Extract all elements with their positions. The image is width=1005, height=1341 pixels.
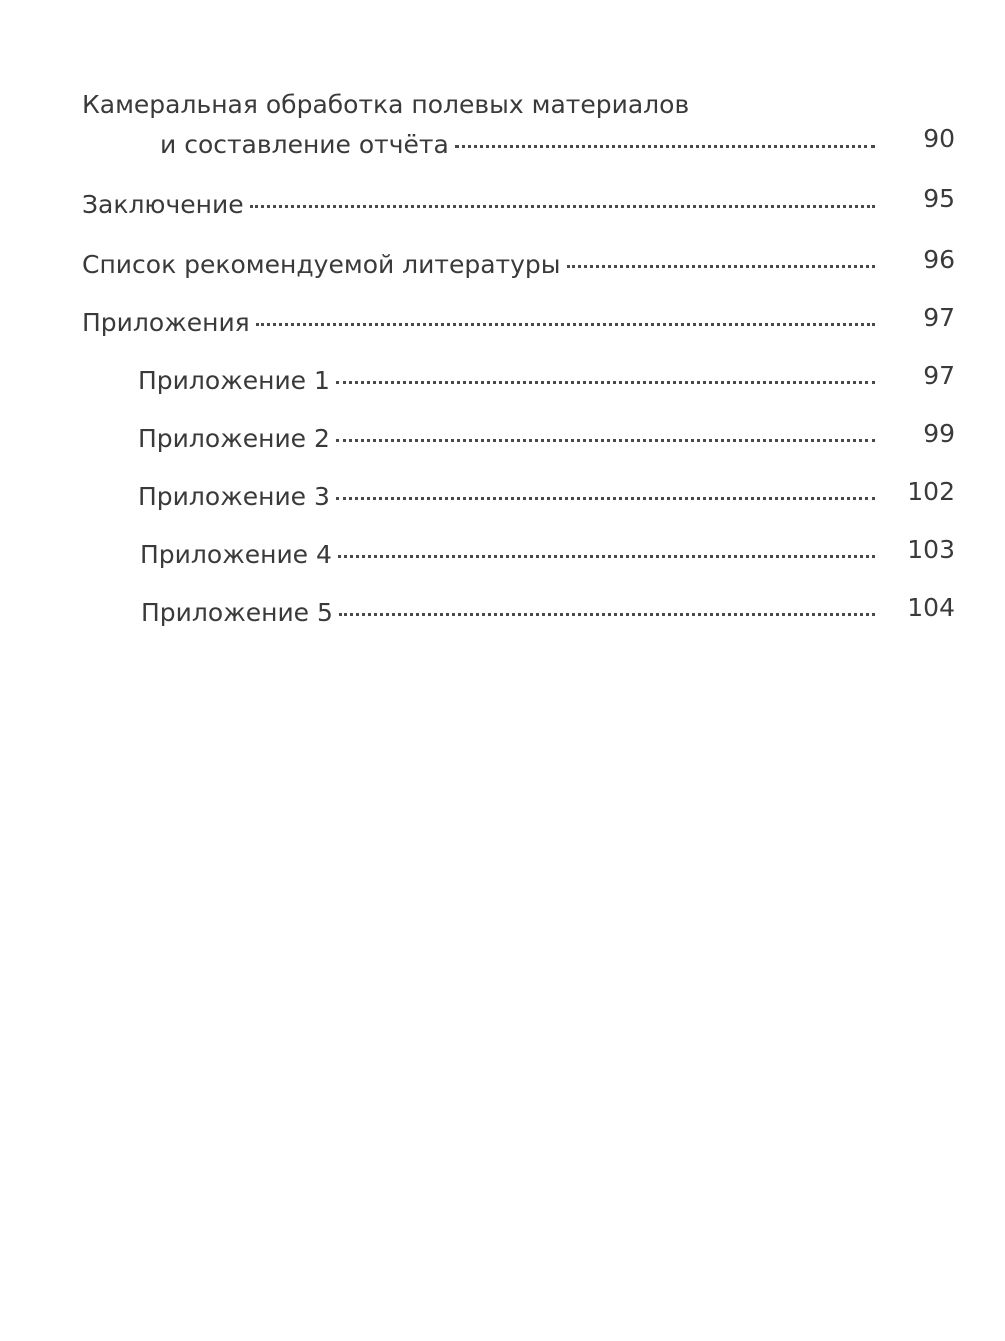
toc-entry-line: [138, 422, 875, 456]
toc-page-number: 103: [907, 535, 955, 564]
toc-page-number: 97: [923, 303, 955, 332]
toc-entry-label: Приложение 1: [138, 366, 330, 395]
toc-entry-line: [82, 248, 875, 282]
dot-leader: [338, 553, 875, 558]
toc-page-number: 95: [923, 184, 955, 213]
dot-leader: [336, 495, 875, 500]
toc-page-number: 104: [907, 593, 955, 622]
toc-entry-label: Приложение 5: [141, 598, 333, 627]
toc-entry-title-line1: Камеральная обработка полевых материалов: [82, 90, 690, 119]
dot-leader: [336, 379, 875, 384]
toc-entry-label: Приложения: [82, 308, 250, 337]
toc-page-number: 90: [923, 124, 955, 153]
toc-entry-label: и составление отчёта: [160, 130, 449, 159]
toc-entry-line: [82, 188, 875, 222]
toc-page-number: 99: [923, 419, 955, 448]
toc-entry-line: [140, 538, 875, 572]
dot-leader: [455, 143, 875, 148]
toc-entry-label: Список рекомендуемой литературы: [82, 250, 561, 279]
dot-leader: [336, 437, 875, 442]
toc-entry-label: Приложение 2: [138, 424, 330, 453]
dot-leader: [256, 321, 875, 326]
dot-leader: [567, 263, 875, 268]
dot-leader: [250, 203, 875, 208]
toc-page-number: 97: [923, 361, 955, 390]
toc-entry-label: Приложение 3: [138, 482, 330, 511]
toc-entry-line: [138, 364, 875, 398]
toc-entry-label: Приложение 4: [140, 540, 332, 569]
toc-entry-line: [141, 596, 875, 630]
toc-page-number: 102: [907, 477, 955, 506]
toc-entry-line: [138, 480, 875, 514]
toc-entry-line: [82, 306, 875, 340]
toc-entry-label: Заключение: [82, 190, 244, 219]
toc-page-number: 96: [923, 245, 955, 274]
dot-leader: [339, 611, 875, 616]
toc-entry-title-line2: [160, 128, 875, 162]
